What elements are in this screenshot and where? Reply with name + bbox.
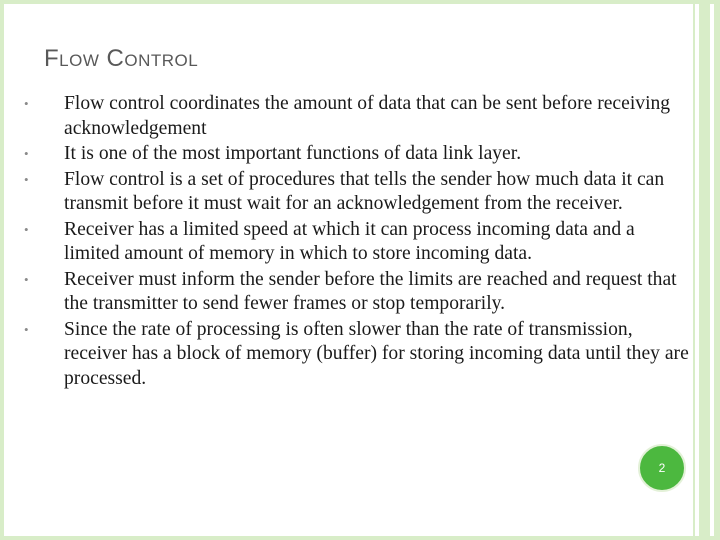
bullet-icon: • <box>24 321 29 337</box>
bullet-icon: • <box>24 271 29 287</box>
bullet-text: Flow control is a set of procedures that tells the sender how much data it can transmit before it must wait for an acknowledgement from the receiver. <box>64 168 665 214</box>
bullet-text: Since the rate of processing is often slower than the rate of transmission, receiver has a block of memory (buffer) for storing incoming data until they are processed. <box>64 318 689 389</box>
bullet-icon: • <box>24 221 29 237</box>
bullet-item <box>24 218 694 267</box>
bullet-item <box>24 268 694 317</box>
page-number-badge: 2 <box>638 444 686 492</box>
bullet-text: It is one of the most important functions of data link layer. <box>64 143 522 164</box>
bullet-text: Flow control coordinates the amount of data that can be sent before receiving acknowledgement <box>64 93 671 139</box>
decorative-stripe-thin-right <box>714 0 716 540</box>
bullet-item <box>24 92 694 141</box>
decorative-stripe-wide <box>699 0 710 540</box>
bullet-text: Receiver must inform the sender before the limits are reached and request that the transmitter to send fewer frames or stop temporarily. <box>64 268 677 314</box>
bullet-list <box>24 92 694 392</box>
slide-title: Flow Control <box>44 45 199 72</box>
bullet-text: Receiver has a limited speed at which it can process incoming data and a limited amount of memory in which to store incoming data. <box>64 218 635 264</box>
bullet-icon: • <box>24 96 29 111</box>
bullet-item <box>24 318 694 392</box>
bullet-icon: • <box>24 171 29 187</box>
bullet-item <box>24 168 694 217</box>
bullet-icon: • <box>24 146 29 161</box>
bullet-item <box>24 142 694 167</box>
